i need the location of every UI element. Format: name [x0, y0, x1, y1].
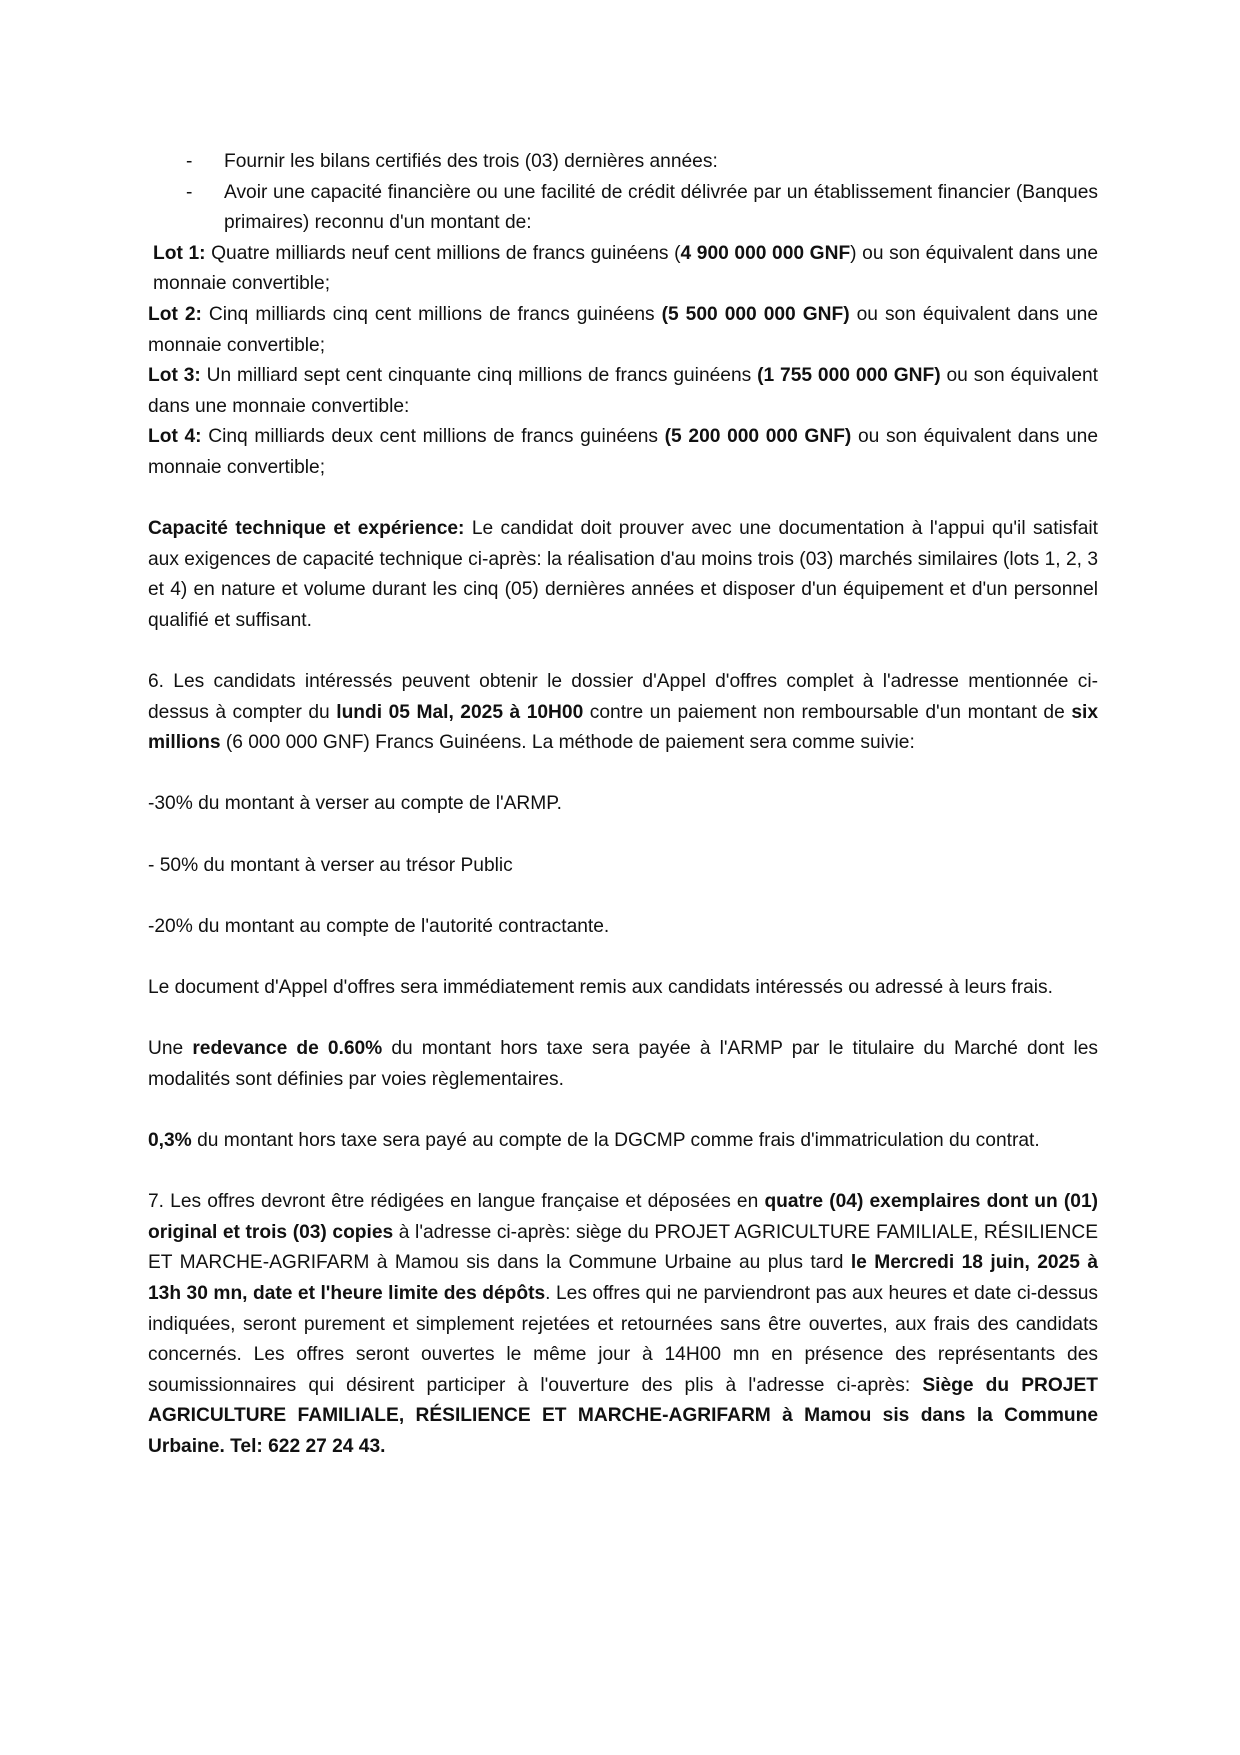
lot-amount: (5 500 000 000 GNF): [661, 303, 850, 325]
exemplaires-requirement: quatre (04) exemplaires dont un (01) original et trois (03) copies: [148, 1191, 1099, 1243]
payment-item-armp: -30% du montant à verser au compte de l'ARMP.: [148, 793, 562, 815]
lot-label: Lot 4:: [148, 426, 202, 448]
lot-4-paragraph: Lot 4: Cinq milliards deux cent millions de francs guinéens (5 200 000 000 GNF) ou son équivalent dans une monnaie convertible;: [148, 426, 1098, 478]
capacite-label: Capacité technique et expérience:: [148, 518, 465, 540]
dgcmp-paragraph: 0,3% du montant hors taxe sera payé au compte de la DGCMP comme frais d'immatriculation du contrat.: [148, 1130, 1040, 1151]
bullet-item-capacite-financiere: [148, 178, 1098, 239]
spacer: [148, 484, 1098, 515]
spacer: [148, 1157, 1098, 1188]
lot-label: Lot 1:: [153, 242, 206, 264]
dossier-amount-words: six millions: [148, 701, 1098, 754]
spacer: [148, 637, 1098, 668]
lot-amount: 4 900 000 000 GNF: [680, 242, 851, 264]
spacer: [148, 1004, 1098, 1035]
lot-label: Lot 3:: [148, 365, 201, 387]
lot-label: Lot 2:: [148, 303, 202, 325]
spacer: [148, 820, 1098, 851]
bullet-dash: -: [186, 151, 193, 172]
capacite-technique-paragraph: Capacité technique et expérience: Le candidat doit prouver avec une documentation à l'appui qu'il satisfait aux exigences de capacité technique ci-après: la réalisation d'au moins trois (03) marchés similaires (lots 1, 2, 3 et 4) en nature et volume durant les cinq (05) dernières années et disposer d'un équipement et d'un personnel qualifié et suffisant.: [148, 518, 1099, 631]
redevance-rate: redevance de 0.60%: [192, 1038, 383, 1060]
deadline: le Mercredi 18 juin, 2025 à 13h 30 mn, date et l'heure limite des dépôts: [148, 1252, 1098, 1304]
opening-address: Siège du PROJET AGRICULTURE FAMILIALE, RÉSILIENCE ET MARCHE-AGRIFARM à Mamou sis dans la Commune Urbaine. Tel: 622 27 24 43.: [148, 1374, 1098, 1457]
dossier-date: lundi 05 Mal, 2025 à 10H00: [336, 701, 584, 723]
lot-amount: (1 755 000 000 GNF): [757, 365, 941, 387]
dgcmp-rate: 0,3%: [148, 1130, 192, 1151]
bullet-dash: -: [186, 181, 193, 203]
spacer: [148, 942, 1098, 973]
section-6-paragraph: 6. Les candidats intéressés peuvent obtenir le dossier d'Appel d'offres complet à l'adresse mentionnée ci-dessus à compter du lundi 05 Mal, 2025 à 10H00 contre un paiement non remboursable d'un montant de six millions (6 000 000 GNF) Francs Guinéens. La méthode de paiement sera comme suivie:: [148, 671, 1098, 754]
lot-2-paragraph: Lot 2: Cinq milliards cinq cent millions de francs guinéens (5 500 000 000 GNF) ou son équivalent dans une monnaie convertible;: [148, 303, 1098, 356]
redevance-paragraph: Une redevance de 0.60% du montant hors taxe sera payée à l'ARMP par le titulaire du Marché dont les modalités sont définies par voies règlementaires.: [148, 1038, 1099, 1090]
lot-1-paragraph: Lot 1: Quatre milliards neuf cent millions de francs guinéens (4 900 000 000 GNF) ou son équivalent dans une monnaie convertible;: [153, 242, 1098, 295]
bullet-text: Fournir les bilans certifiés des trois (03) dernières années:: [224, 151, 718, 172]
bullet-item-bilans: [148, 147, 1098, 178]
payment-item-tresor: - 50% du montant à verser au trésor Public: [148, 854, 513, 876]
bullet-text: Avoir une capacité financière ou une facilité de crédit délivrée par un établissement financier (Banques primaires) reconnu d'un montant de:: [224, 181, 1098, 234]
spacer: [148, 881, 1098, 912]
payment-item-autorite: -20% du montant au compte de l'autorité contractante.: [148, 915, 610, 937]
spacer: [148, 1095, 1098, 1126]
remise-paragraph: Le document d'Appel d'offres sera immédiatement remis aux candidats intéressés ou adressé à leurs frais.: [148, 977, 1053, 999]
spacer: [148, 759, 1098, 790]
lot-amount: (5 200 000 000 GNF): [664, 426, 852, 448]
document-page: [148, 147, 1098, 1463]
lot-3-paragraph: Lot 3: Un milliard sept cent cinquante cinq millions de francs guinéens (1 755 000 000 GNF) ou son équivalent dans une monnaie convertible:: [148, 365, 1098, 417]
section-7-paragraph: 7. Les offres devront être rédigées en langue française et déposées en quatre (04) exemplaires dont un (01) original et trois (03) copies à l'adresse ci-après: siège du PROJET AGRICULTURE FAMILIALE, RÉSILIENCE ET MARCHE-AGRIFARM à Mamou sis dans la Commune Urbaine au plus tard le Mercredi 18 juin, 2025 à 13h 30 mn, date et l'heure limite des dépôts. Les offres qui ne parviendront pas aux heures et date ci-dessus indiquées, seront purement et simplement rejetées et retournées sans être ouvertes, aux frais des candidats concernés. Les offres seront ouvertes le même jour à 14H00 mn en présence des représentants des soumissionnaires qui désirent participer à l'ouverture des plis à l'adresse ci-après: Siège du PROJET AGRICULTURE FAMILIALE, RÉSILIENCE ET MARCHE-AGRIFARM à Mamou sis dans la Commune Urbaine. Tel: 622 27 24 43.: [148, 1191, 1099, 1457]
